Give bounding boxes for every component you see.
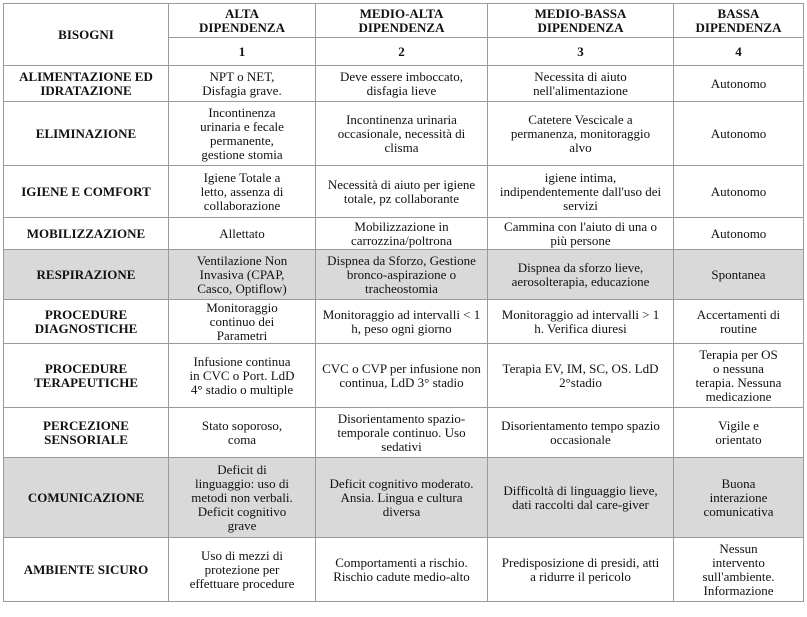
level-4-cell: Autonomo	[674, 66, 804, 102]
level-2-cell: Comportamenti a rischio. Rischio cadute medio-alto	[316, 538, 488, 602]
level-4-cell: Autonomo	[674, 166, 804, 218]
need-label: COMUNICAZIONE	[4, 458, 169, 538]
level-3-cell: Predisposizione di presidi, atti a ridurre il pericolo	[488, 538, 674, 602]
level-4-cell: Vigile e orientato	[674, 408, 804, 458]
need-label: PROCEDURE DIAGNOSTICHE	[4, 300, 169, 344]
level-1-cell: Ventilazione Non Invasiva (CPAP, Casco, Optiflow)	[169, 250, 316, 300]
needs-header: BISOGNI	[4, 4, 169, 66]
table-row	[4, 102, 804, 166]
table-row	[4, 166, 804, 218]
level-2-cell: Deve essere imboccato, disfagia lieve	[316, 66, 488, 102]
level-3-cell: Difficoltà di linguaggio lieve, dati raccolti dal care-giver	[488, 458, 674, 538]
level-3-cell: Terapia EV, IM, SC, OS. LdD 2°stadio	[488, 344, 674, 408]
level-1-cell: Allettato	[169, 218, 316, 250]
level-2-cell: Disorientamento spazio- temporale continuo. Uso sedativi	[316, 408, 488, 458]
level-3-cell: Catetere Vescicale a permanenza, monitoraggio alvo	[488, 102, 674, 166]
level-4-cell: Spontanea	[674, 250, 804, 300]
level-3-cell: Cammina con l'aiuto di una o più persone	[488, 218, 674, 250]
table-row	[4, 218, 804, 250]
dependency-table	[3, 3, 804, 602]
table-row	[4, 300, 804, 344]
level-2-cell: Monitoraggio ad intervalli < 1 h, peso ogni giorno	[316, 300, 488, 344]
level-header-number: 3	[488, 38, 674, 66]
level-1-cell: Igiene Totale a letto, assenza di collaborazione	[169, 166, 316, 218]
need-label: RESPIRAZIONE	[4, 250, 169, 300]
need-label: AMBIENTE SICURO	[4, 538, 169, 602]
need-label: PROCEDURE TERAPEUTICHE	[4, 344, 169, 408]
level-header-number: 2	[316, 38, 488, 66]
level-header-name: BASSA DIPENDENZA	[674, 4, 804, 38]
level-4-cell: Buona interazione comunicativa	[674, 458, 804, 538]
table-row	[4, 66, 804, 102]
table-row	[4, 458, 804, 538]
need-label: IGIENE E COMFORT	[4, 166, 169, 218]
level-3-cell: Disorientamento tempo spazio occasionale	[488, 408, 674, 458]
level-header-number: 1	[169, 38, 316, 66]
level-2-cell: Dispnea da Sforzo, Gestione bronco-aspirazione o tracheostomia	[316, 250, 488, 300]
level-header-number: 4	[674, 38, 804, 66]
level-4-cell: Autonomo	[674, 218, 804, 250]
level-1-cell: Uso di mezzi di protezione per effettuare procedure	[169, 538, 316, 602]
level-header-name: MEDIO-BASSA DIPENDENZA	[488, 4, 674, 38]
level-1-cell: Deficit di linguaggio: uso di metodi non verbali. Deficit cognitivo grave	[169, 458, 316, 538]
level-header-name: ALTA DIPENDENZA	[169, 4, 316, 38]
table-row	[4, 408, 804, 458]
level-3-cell: Necessita di aiuto nell'alimentazione	[488, 66, 674, 102]
level-3-cell: Monitoraggio ad intervalli > 1 h. Verifica diuresi	[488, 300, 674, 344]
table-row	[4, 538, 804, 602]
level-4-cell: Autonomo	[674, 102, 804, 166]
level-2-cell: Deficit cognitivo moderato. Ansia. Lingua e cultura diversa	[316, 458, 488, 538]
level-1-cell: Stato soporoso, coma	[169, 408, 316, 458]
level-1-cell: Incontinenza urinaria e fecale permanente, gestione stomia	[169, 102, 316, 166]
level-1-cell: Monitoraggio continuo dei Parametri	[169, 300, 316, 344]
level-header-name: MEDIO-ALTA DIPENDENZA	[316, 4, 488, 38]
level-2-cell: Necessità di aiuto per igiene totale, pz collaborante	[316, 166, 488, 218]
level-2-cell: Incontinenza urinaria occasionale, necessità di clisma	[316, 102, 488, 166]
level-1-cell: Infusione continua in CVC o Port. LdD 4° stadio o multiple	[169, 344, 316, 408]
table-row	[4, 250, 804, 300]
need-label: PERCEZIONE SENSORIALE	[4, 408, 169, 458]
level-1-cell: NPT o NET, Disfagia grave.	[169, 66, 316, 102]
level-4-cell: Nessun intervento sull'ambiente. Informazione	[674, 538, 804, 602]
level-2-cell: Mobilizzazione in carrozzina/poltrona	[316, 218, 488, 250]
level-2-cell: CVC o CVP per infusione non continua, LdD 3° stadio	[316, 344, 488, 408]
level-3-cell: igiene intima, indipendentemente dall'uso dei servizi	[488, 166, 674, 218]
level-3-cell: Dispnea da sforzo lieve, aerosolterapia, educazione	[488, 250, 674, 300]
table-row	[4, 344, 804, 408]
need-label: ALIMENTAZIONE ED IDRATAZIONE	[4, 66, 169, 102]
level-4-cell: Terapia per OS o nessuna terapia. Nessuna medicazione	[674, 344, 804, 408]
need-label: MOBILIZZAZIONE	[4, 218, 169, 250]
level-4-cell: Accertamenti di routine	[674, 300, 804, 344]
need-label: ELIMINAZIONE	[4, 102, 169, 166]
table-body	[4, 66, 804, 602]
